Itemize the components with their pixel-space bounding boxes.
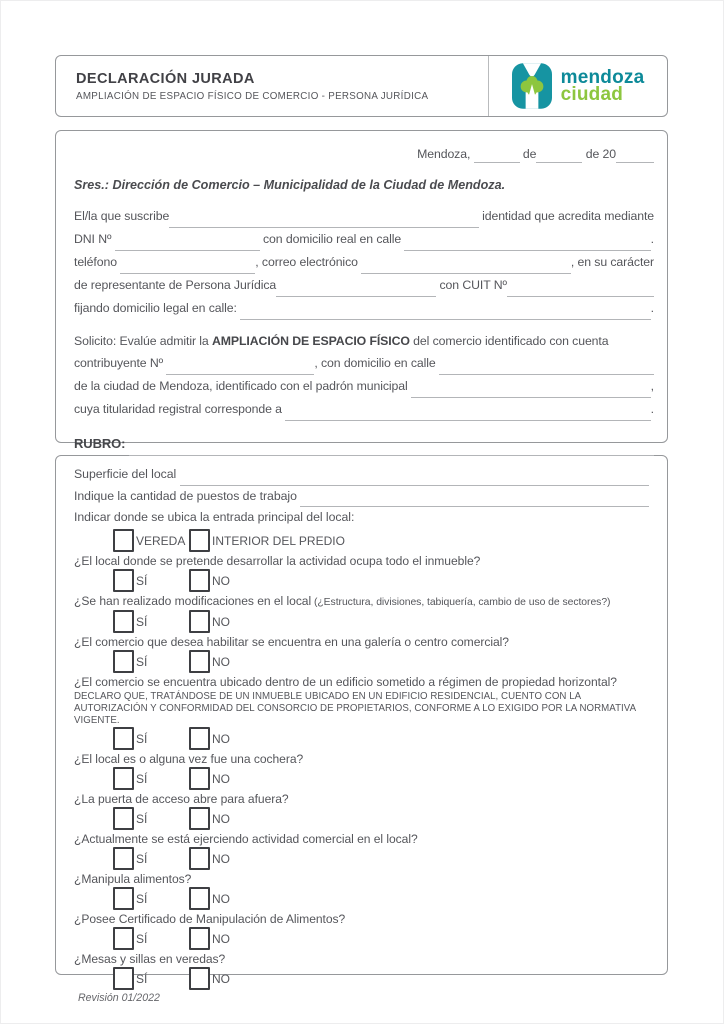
checkbox-label: SÍ (136, 811, 148, 826)
checkbox-label: SÍ (136, 771, 148, 786)
line-text: de 20 (582, 147, 616, 161)
line-text: cuya titularidad registral corresponde a (74, 402, 286, 416)
check-option-si (113, 569, 189, 592)
question-text (74, 635, 649, 650)
line-text: Superficie del local (74, 467, 180, 481)
line-text: del comercio identificado con cuenta (409, 334, 609, 348)
letter-panel (55, 130, 668, 451)
line-text: DNI Nº (74, 232, 115, 246)
check-option-si (113, 847, 189, 870)
line-text: Solicito: Evalúe admitir la (74, 334, 212, 348)
logo-block (489, 56, 667, 116)
blank-field (361, 251, 571, 274)
checkbox-row (113, 888, 649, 910)
checkbox-label: NO (212, 971, 230, 986)
checkbox-interior-del-predio[interactable] (189, 529, 210, 552)
line-text: , correo electrónico (255, 255, 362, 269)
line-text: , (650, 379, 654, 393)
question-6 (74, 792, 649, 830)
checkbox-label: NO (212, 931, 230, 946)
form-line (74, 297, 654, 320)
questions-list (74, 554, 649, 990)
checkbox-si[interactable] (113, 927, 134, 950)
checkbox-label: NO (212, 811, 230, 826)
mendoza-m-tree-icon (512, 63, 552, 109)
check-option-interior-del-predio (189, 529, 345, 552)
question-4 (74, 675, 649, 750)
line-text: teléfono (74, 255, 121, 269)
blank-field (169, 205, 479, 228)
form-line (74, 352, 654, 375)
check-option-no (189, 650, 230, 673)
line-text: Indicar donde se ubica la entrada principal del local: (74, 510, 355, 524)
checkbox-no[interactable] (189, 967, 210, 990)
form-content (55, 55, 668, 1004)
questionnaire-intro (74, 464, 649, 528)
check-option-si (113, 727, 189, 750)
check-option-si (113, 767, 189, 790)
checkbox-label: SÍ (136, 891, 148, 906)
line-text-bold: AMPLIACIÓN DE ESPACIO FÍSICO (212, 334, 410, 348)
line-text: de la ciudad de Mendoza, identificado con el padrón municipal (74, 379, 411, 393)
revision-note: Revisión 01/2022 (78, 992, 160, 1004)
checkbox-label: NO (212, 573, 230, 588)
checkbox-label: NO (212, 654, 230, 669)
checkbox-label: NO (212, 731, 230, 746)
question-main-text: ¿Actualmente se está ejerciendo actividad comercial en el local? (74, 831, 418, 846)
blank-field (180, 464, 649, 486)
blank-field (439, 352, 654, 375)
rubro-line (74, 433, 654, 456)
check-option-si (113, 610, 189, 633)
checkbox-vereda[interactable] (113, 529, 134, 552)
checkbox-row (113, 651, 649, 673)
letter-request (74, 330, 654, 421)
checkbox-no[interactable] (189, 569, 210, 592)
form-line (74, 274, 654, 297)
checkbox-row (113, 768, 649, 790)
checkbox-no[interactable] (189, 767, 210, 790)
question-main-text: ¿Posee Certificado de Manipulación de Alimentos? (74, 911, 346, 926)
checkbox-si[interactable] (113, 727, 134, 750)
line-text: contribuyente Nº (74, 356, 167, 370)
line-text-bold: RUBRO: (74, 436, 129, 451)
form-line (74, 228, 654, 251)
question-text (74, 792, 649, 807)
checkbox-no[interactable] (189, 847, 210, 870)
question-main-text: ¿Mesas y sillas en veredas? (74, 951, 226, 966)
form-line (74, 486, 649, 508)
form-line (74, 464, 649, 486)
checkbox-si[interactable] (113, 847, 134, 870)
check-option-no (189, 887, 230, 910)
form-line (74, 205, 654, 228)
line-text: Mendoza, (417, 147, 474, 161)
checkbox-si[interactable] (113, 767, 134, 790)
line-text: . (650, 301, 654, 315)
checkbox-row (113, 808, 649, 830)
question-text (74, 872, 649, 887)
check-option-no (189, 727, 230, 750)
checkbox-row (113, 728, 649, 750)
blank-field (115, 228, 260, 251)
form-line (74, 251, 654, 274)
form-title: DECLARACIÓN JURADA (76, 70, 255, 87)
checkbox-label: NO (212, 891, 230, 906)
checkbox-row (113, 570, 649, 592)
checkbox-label: SÍ (136, 851, 148, 866)
checkbox-row (113, 968, 649, 990)
question-main-text: ¿La puerta de acceso abre para afuera? (74, 791, 289, 806)
question-1 (74, 554, 649, 592)
checkbox-label: INTERIOR DEL PREDIO (212, 533, 345, 548)
blank-field (240, 297, 651, 320)
blank-field (536, 146, 582, 163)
line-text: Indique la cantidad de puestos de trabajo (74, 488, 301, 503)
question-declaration-note: DECLARO QUE, TRATÁNDOSE DE UN INMUEBLE UBICADO EN UN EDIFICIO RESIDENCIAL, CUENTO CON LA AUTORIZACIÓN Y CONFORMIDAD DEL CONSORCIO DE PROPIETARIOS, CONFORME A LO EXIGIDO POR LA NORMATIVA VIGENTE. (74, 690, 636, 726)
checkbox-label: NO (212, 851, 230, 866)
blank-field (300, 486, 649, 508)
question-main-text: ¿Se han realizado modificaciones en el local (74, 593, 312, 608)
checkbox-row (113, 928, 649, 950)
question-7 (74, 832, 649, 870)
checkbox-no[interactable] (189, 727, 210, 750)
line-text: , en su carácter (570, 255, 654, 269)
salutation: Sres.: Dirección de Comercio – Municipalidad de la Ciudad de Mendoza. (74, 178, 506, 192)
question-text (74, 554, 649, 569)
letter-body (74, 205, 654, 320)
question-main-text: ¿Manipula alimentos? (74, 871, 192, 886)
question-text (74, 912, 649, 927)
blank-field (507, 274, 654, 297)
check-option-no (189, 967, 230, 990)
entrance-options-row (74, 530, 649, 552)
header-panel (55, 55, 668, 117)
blank-field (616, 146, 654, 163)
date-line (74, 146, 654, 163)
checkbox-row (113, 530, 649, 552)
checkbox-si[interactable] (113, 887, 134, 910)
checkbox-no[interactable] (189, 887, 210, 910)
question-text (74, 752, 649, 767)
checkbox-label: SÍ (136, 573, 148, 588)
checkbox-label: NO (212, 771, 230, 786)
line-text: . (650, 402, 654, 416)
questionnaire-panel (55, 455, 668, 986)
check-option-no (189, 847, 230, 870)
blank-field (120, 251, 255, 274)
line-text: , con domicilio en calle (314, 356, 439, 370)
line-text: identidad que acredita mediante (478, 209, 654, 223)
checkbox-si[interactable] (113, 569, 134, 592)
logo-word-ciudad: ciudad (560, 84, 624, 105)
check-option-si (113, 807, 189, 830)
blank-field (129, 433, 654, 456)
checkbox-no[interactable] (189, 610, 210, 633)
checkbox-si[interactable] (113, 610, 134, 633)
line-text: . (650, 232, 654, 246)
question-text (74, 594, 649, 610)
header-title-block (56, 56, 489, 116)
blank-field (411, 375, 651, 398)
line-text: con CUIT Nº (436, 278, 507, 292)
checkbox-label: SÍ (136, 971, 148, 986)
question-3 (74, 635, 649, 673)
blank-field (166, 352, 314, 375)
line-text: fijando domicilio legal en calle: (74, 301, 241, 315)
check-option-no (189, 569, 230, 592)
blank-field (474, 146, 520, 163)
checkbox-no[interactable] (189, 650, 210, 673)
question-text (74, 832, 649, 847)
checkbox-si[interactable] (113, 650, 134, 673)
form-line (74, 330, 654, 352)
question-main-text: ¿El comercio que desea habilitar se encuentra en una galería o centro comercial? (74, 634, 509, 649)
form-subtitle: AMPLIACIÓN DE ESPACIO FÍSICO DE COMERCIO - PERSONA JURÍDICA (76, 90, 429, 102)
blank-field (285, 398, 650, 421)
check-option-no (189, 610, 230, 633)
checkbox-row (113, 848, 649, 870)
checkbox-label: SÍ (136, 614, 148, 629)
checkbox-label: SÍ (136, 654, 148, 669)
form-line (74, 375, 654, 398)
check-option-si (113, 967, 189, 990)
question-main-text: ¿El local es o alguna vez fue una cochera? (74, 751, 304, 766)
question-2 (74, 594, 649, 633)
blank-field (276, 274, 436, 297)
checkbox-si[interactable] (113, 967, 134, 990)
checkbox-no[interactable] (189, 807, 210, 830)
check-option-si (113, 887, 189, 910)
check-option-no (189, 927, 230, 950)
line-text: de (519, 147, 537, 161)
question-8 (74, 872, 649, 910)
question-9 (74, 912, 649, 950)
checkbox-label: NO (212, 614, 230, 629)
question-10 (74, 952, 649, 990)
check-option-no (189, 807, 230, 830)
blank-field (404, 228, 650, 251)
question-main-text: ¿El comercio se encuentra ubicado dentro de un edificio sometido a régimen de propiedad horizontal? (74, 674, 617, 689)
checkbox-si[interactable] (113, 807, 134, 830)
check-option-si (113, 650, 189, 673)
form-line (74, 507, 649, 528)
question-small-text: (¿Estructura, divisiones, tabiquería, cambio de uso de sectores?) (311, 596, 611, 608)
line-text: de representante de Persona Jurídica (74, 278, 277, 292)
checkbox-row (113, 611, 649, 633)
check-option-no (189, 767, 230, 790)
question-text (74, 952, 649, 967)
question-5 (74, 752, 649, 790)
question-text (74, 675, 649, 690)
checkbox-label: VEREDA (136, 533, 186, 548)
checkbox-label: SÍ (136, 931, 148, 946)
checkbox-no[interactable] (189, 927, 210, 950)
form-line (74, 398, 654, 421)
check-option-vereda (113, 529, 189, 552)
line-text: El/la que suscribe (74, 209, 170, 223)
checkbox-label: SÍ (136, 731, 148, 746)
question-main-text: ¿El local donde se pretende desarrollar la actividad ocupa todo el inmueble? (74, 553, 481, 568)
check-option-si (113, 927, 189, 950)
logo-wordmark (561, 69, 645, 103)
line-text: con domicilio real en calle (259, 232, 405, 246)
logo-word-mendoza: mendoza (560, 67, 645, 88)
